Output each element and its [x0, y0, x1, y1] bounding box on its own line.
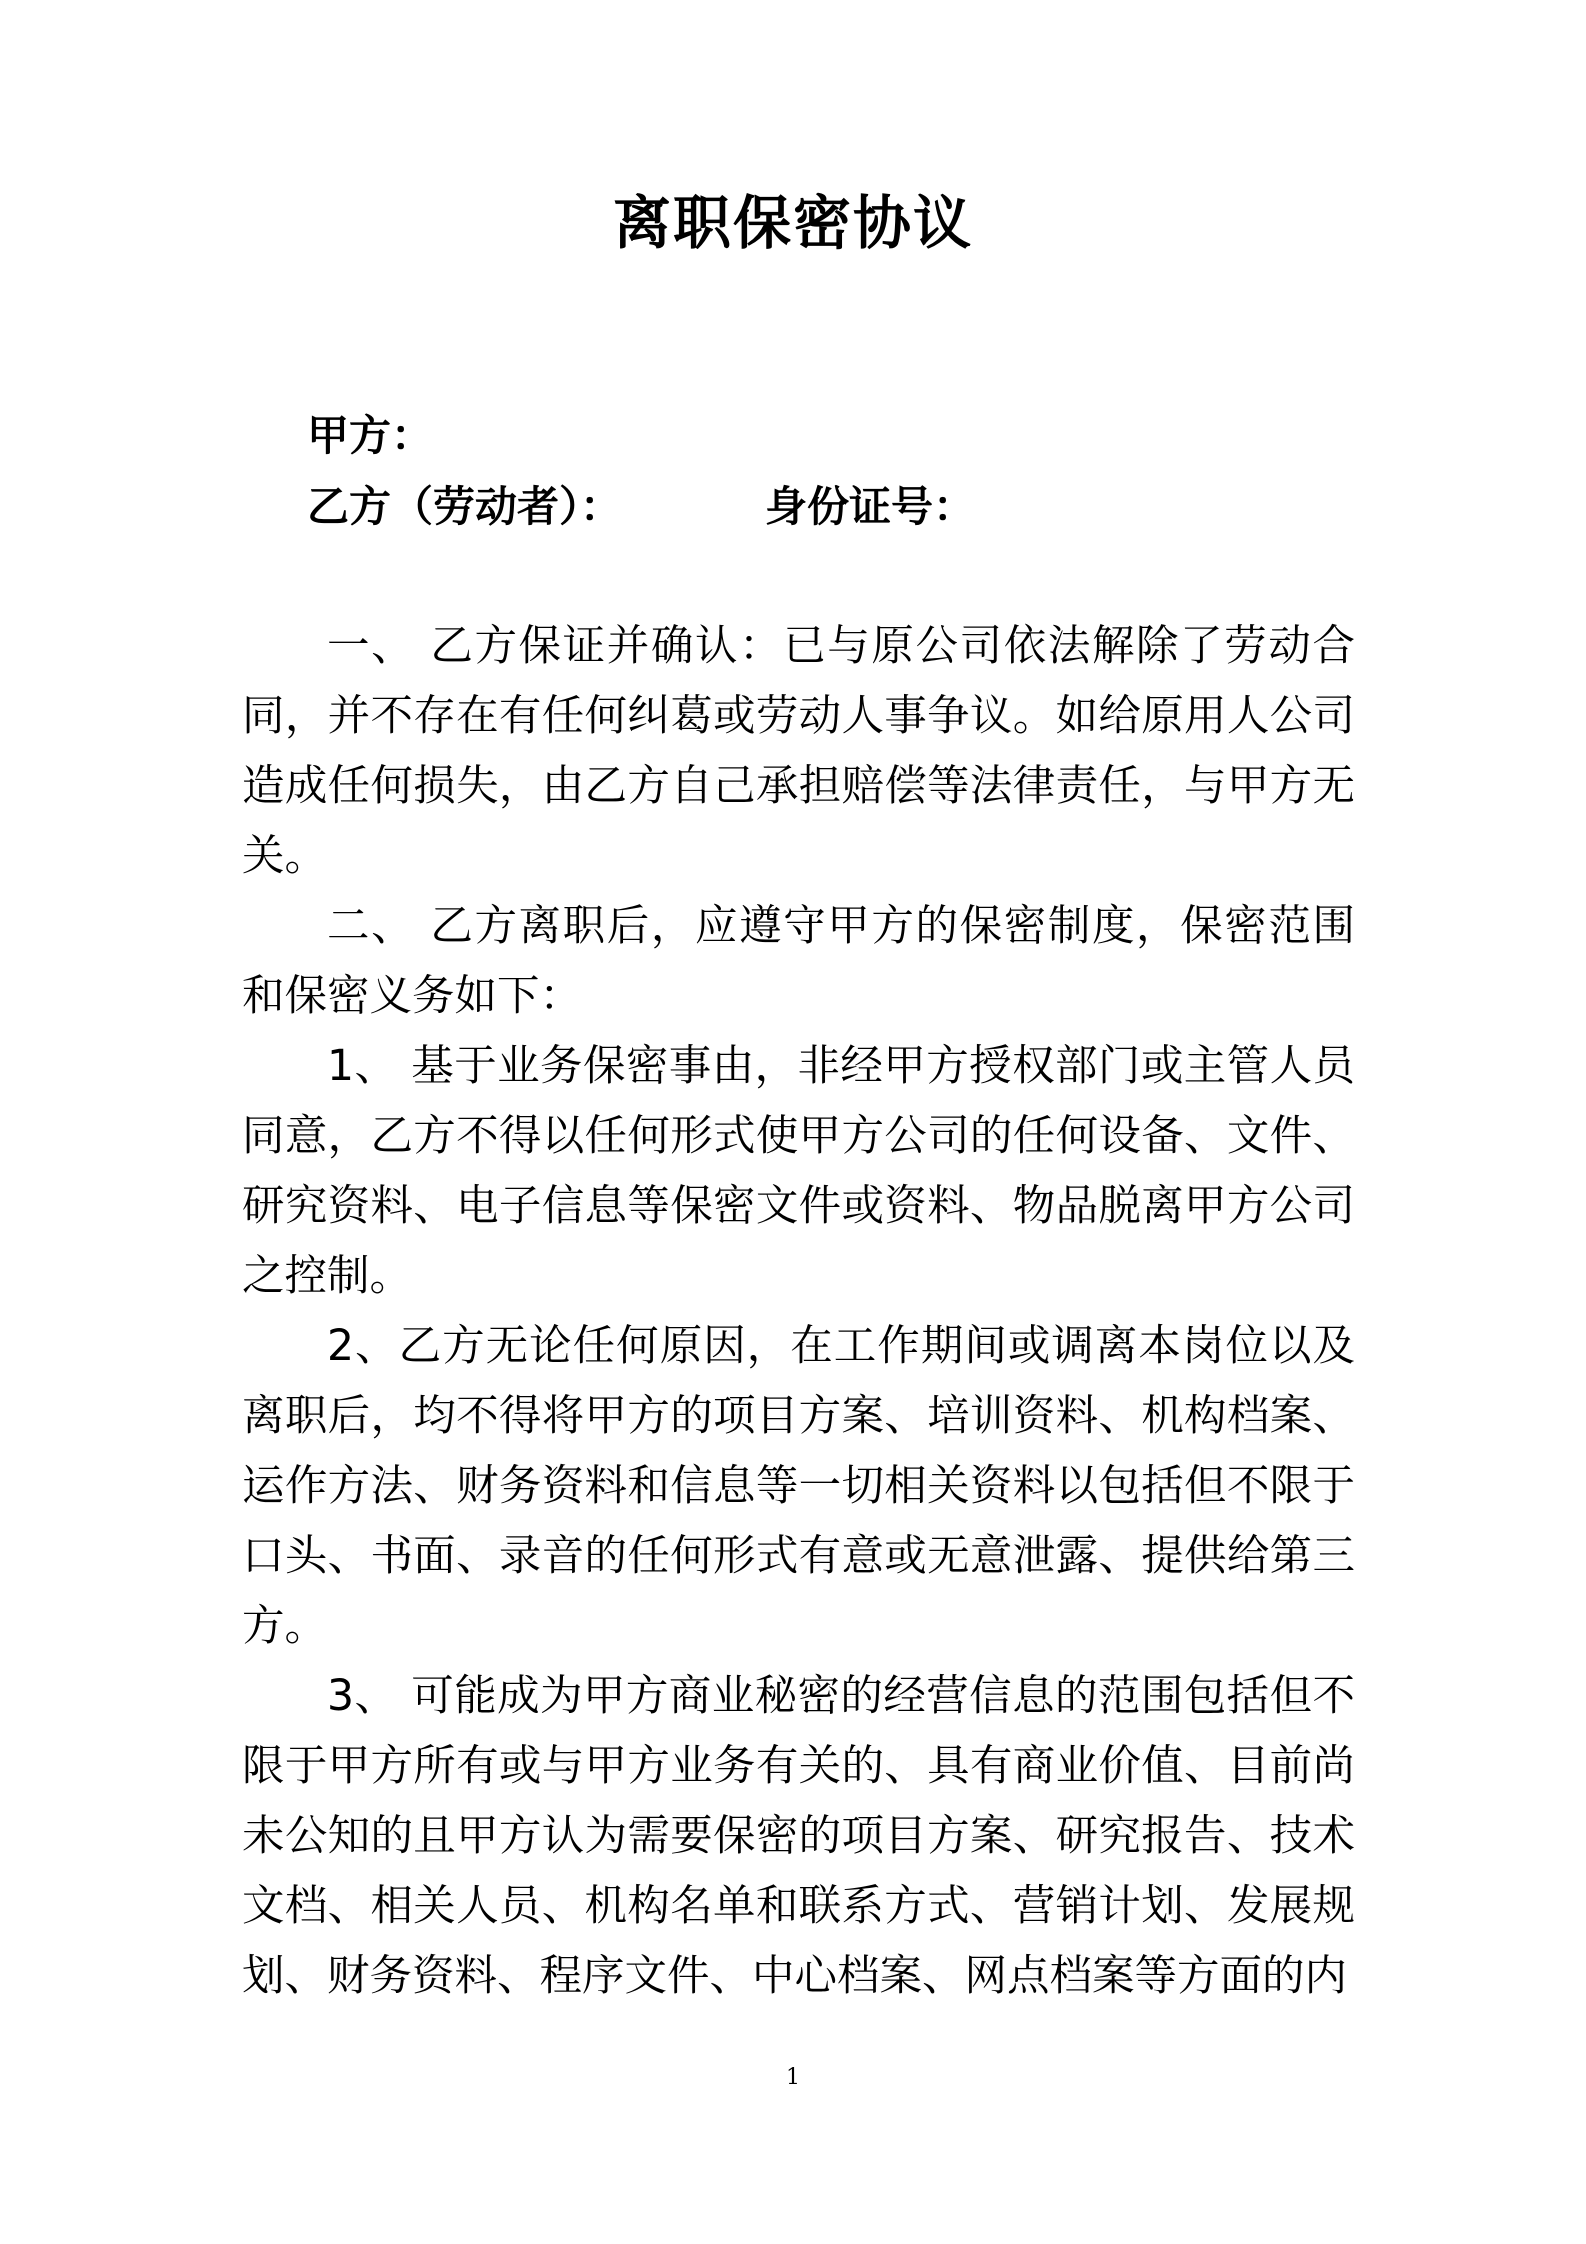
party-b-label: 乙方（劳动者）： — [307, 482, 623, 531]
clause-2-item-1: 1、 基于业务保密事由，非经甲方授权部门或主管人员同意，乙方不得以任何形式使甲方公司的任何设备、文件、研究资料、电子信息等保密文件或资料、物品脱离甲方公司之控制。 — [242, 1042, 1355, 1301]
party-a-label: 甲方： — [307, 411, 434, 460]
id-number-label: 身份证号： — [765, 482, 976, 531]
document-title: 离职保密协议 — [612, 189, 973, 257]
page-number: 1 — [786, 2065, 800, 2090]
clause-2-item-2: 2、乙方无论任何原因，在工作期间或调离本岗位以及离职后，均不得将甲方的项目方案、培训资料、机构档案、运作方法、财务资料和信息等一切相关资料以包括但不限于口头、书面、录音的任何形式有意或无意泄露、提供给第三方。 — [242, 1322, 1355, 1651]
clause-2-item-3: 3、 可能成为甲方商业秘密的经营信息的范围包括但不限于甲方所有或与甲方业务有关的、具有商业价值、目前尚未公知的且甲方认为需要保密的项目方案、研究报告、技术文档、相关人员、机构名单和联系方式、营销计划、发展规划、财务资料、程序文件、中心档案、网点档案等方面的内 — [242, 1672, 1355, 2001]
agreement-body — [242, 612, 1355, 2012]
clause-2: 二、 乙方离职后，应遵守甲方的保密制度，保密范围和保密义务如下： — [242, 902, 1355, 1021]
clause-1: 一、 乙方保证并确认：已与原公司依法解除了劳动合同，并不存在有任何纠葛或劳动人事争议。如给原用人公司造成任何损失，由乙方自己承担赔偿等法律责任，与甲方无关。 — [242, 622, 1355, 881]
